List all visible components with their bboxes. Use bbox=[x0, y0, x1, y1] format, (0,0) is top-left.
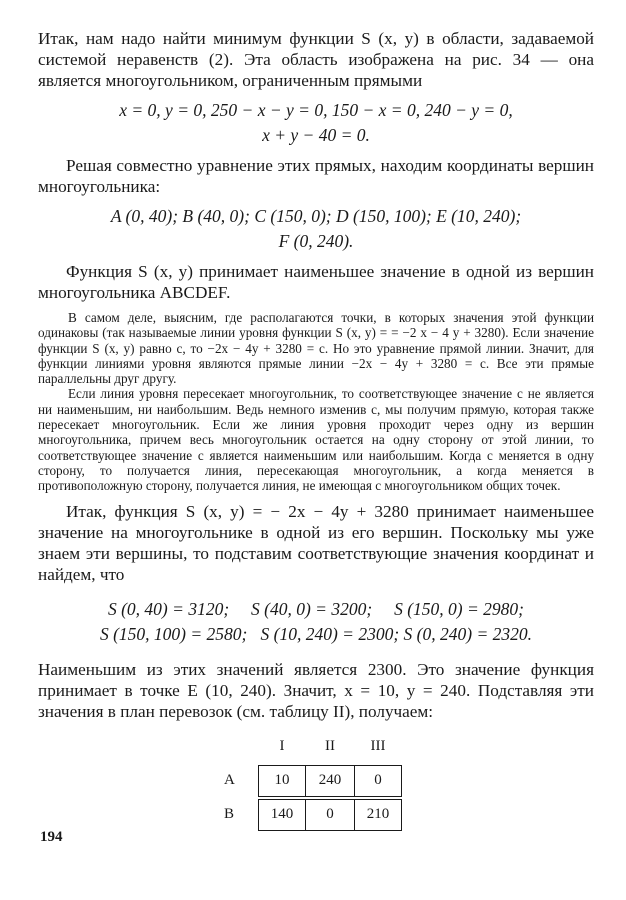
paragraph-conclusion: Наименьшим из этих значений является 2300. Это значение функция принимает в точке E (10, 240). Значит, x = 10, y = 240. Подставляя эти значения в план перевозок (см. таблицу II), получаем: bbox=[38, 659, 594, 721]
small-paragraph-level-lines: В самом деле, выясним, где располагаются точки, в которых значения этой функции одинаковы (так называемые линии уровня функции S (x, y) = = −2 x − 4 y + 3280). Если значение функции S (x, y) равно c, то −2x − 4y + 3280 = c. Но это уравнение прямой линии. Значит, для функции линиями уровня являются прямые линии −2x − 4y + 3280 = c. Все эти прямые параллельны друг другу. bbox=[38, 310, 594, 387]
column-header: III bbox=[370, 737, 386, 754]
table-cell: 0 bbox=[306, 799, 355, 830]
equation-vertices-2: F (0, 240). bbox=[278, 231, 354, 251]
equation-values-1: S (0, 40) = 3120; S (40, 0) = 3200; S (150, 0) = 2980; bbox=[107, 598, 524, 619]
table-cell: 140 bbox=[259, 799, 306, 830]
column-header: I bbox=[279, 737, 285, 754]
table-cell: 210 bbox=[355, 799, 402, 830]
equation-lines-1: x = 0, y = 0, 250 − x − y = 0, 150 − x = 0, 240 − y = 0, bbox=[119, 100, 513, 120]
table-cell: 10 bbox=[259, 765, 306, 796]
paragraph-vertices-intro: Решая совместно уравнение этих прямых, находим координаты вершин многоугольника: bbox=[38, 156, 594, 196]
table-cell: 0 bbox=[355, 765, 402, 796]
row-label: B bbox=[224, 806, 235, 823]
table-row-cells bbox=[258, 765, 402, 797]
table-row bbox=[224, 798, 594, 832]
page-number: 194 bbox=[40, 829, 63, 845]
equation-lines-2: x + y − 40 = 0. bbox=[262, 125, 370, 145]
column-header: II bbox=[325, 737, 335, 754]
table-cell: 240 bbox=[306, 765, 355, 796]
transport-plan-table bbox=[224, 738, 594, 832]
table-row bbox=[224, 764, 594, 798]
equation-vertices-1: A (0, 40); B (40, 0); C (150, 0); D (150, 100); E (10, 240); bbox=[110, 206, 522, 226]
paragraph-function-min: Функция S (x, y) принимает наименьшее значение в одной из вершин многоугольника ABCDEF. bbox=[38, 262, 594, 302]
equation-values-2: S (150, 100) = 2580; S (10, 240) = 2300; S (0, 240) = 2320. bbox=[99, 623, 533, 644]
table-column-headers bbox=[258, 738, 594, 764]
paragraph-intro: Итак, нам надо найти минимум функции S (x, y) в области, задаваемой системой неравенств (2). Эта область изображена на рис. 34 — она является многоугольником, ограниченным прямыми bbox=[38, 29, 594, 90]
page-body bbox=[38, 28, 594, 832]
table-row-cells bbox=[258, 799, 402, 831]
row-label: A bbox=[224, 772, 235, 789]
paragraph-function-vertices: Итак, функция S (x, y) = − 2x − 4y + 3280 принимает наименьшее значение на многоугольнике в одной из его вершин. Поскольку мы уже знаем эти вершины, то подставим соответствующие значения координат и найдем, что bbox=[38, 501, 594, 584]
small-paragraph-level-crossing: Если линия уровня пересекает многоугольник, то соответствующее значение c не является ни наименьшим, ни наибольшим. Ведь немного изменив c, мы получим прямую, которая также пересекает многоугольник. Если же линия уровня проходит через одну из вершин многоугольника, причем весь многоугольник остается на одну сторону от этой линии, то соответствующее значение c является наименьшим или наибольшим. Когда c меняется в одну сторону, то получается линия, пересекающая многоугольник, а когда меняется в противоположную сторону, получается линия, не имеющая с многоугольником общих точек. bbox=[38, 386, 594, 494]
